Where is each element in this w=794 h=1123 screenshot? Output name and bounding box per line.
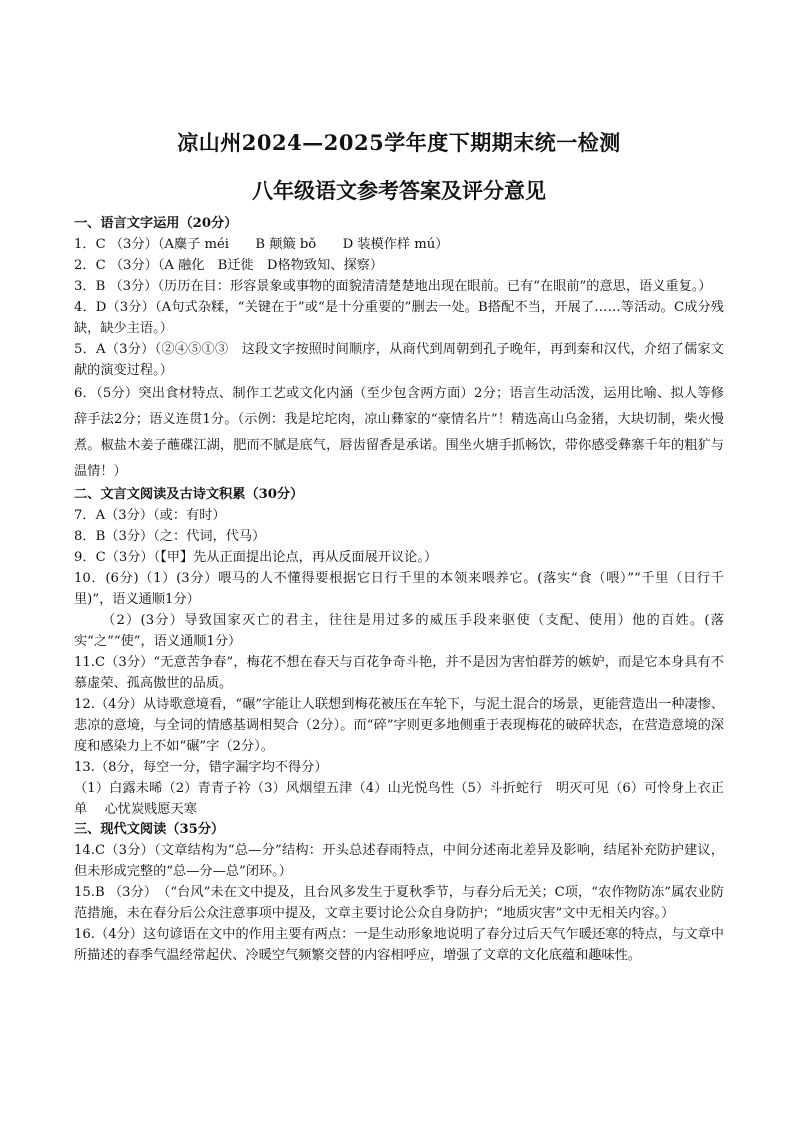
answer-q9: 9．C（3分）（【甲】先从正面提出论点，再从反面展开议论。） xyxy=(74,550,438,565)
answer-q13-scoring: 13.（8分，每空一分，错字漏字均不得分） xyxy=(74,760,328,775)
answer-q10-part1: 10．(6分)（1）(3分）喂马的人不懂得要根据它日行千里的本领来喂养它。(落实“食（喂）”“千里（日行千里)”，语义通顺1分） xyxy=(74,571,724,607)
answer-q12: 12.（4分）从诗歌意境看，“碾”字能让人联想到梅花被压在车轮下，与泥土混合的场景，更能营造出一种凄惨、悲凉的意境，与全词的情感基调相契合（2分）。而“碎”字则更多地侧重于表现梅花的破碎状态，在营造意境的深度和感染力上不如“碾”字（2分）。 xyxy=(74,697,724,754)
answer-q10-part2: （2）(3分）导致国家灭亡的君主，往往是用过多的威压手段来驱使（支配、使用）他的百姓。(落实“之”“使”，语义通顺1分） xyxy=(74,613,724,649)
answer-q1: 1．C （3分）（A麋子 méi B 颠簸 bǒ D 装模作样 mú） xyxy=(74,237,449,252)
section-heading-classical: 二、文言文阅读及古诗文积累（30分） xyxy=(74,487,304,502)
answer-q13-content: （1）白露未晞（2）青青子衿（3）风烟望五津（4）山光悦鸟性（5）斗折蛇行 明灭可见（6）可怜身上衣正单 心忧炭贱愿天寒 xyxy=(74,781,724,817)
answer-q11: 11.C（3分）“无意苦争春”，梅花不想在春天与百花争奇斗艳，并不是因为害怕群芳的嫉妒，而是它本身具有不慕虚荣、孤高傲世的品质。 xyxy=(74,655,724,691)
answer-q3: 3．B （3分）（历历在目：形容景象或事物的面貌清清楚楚地出现在眼前。已有“在眼前”的意思，语义重复。） xyxy=(74,279,712,294)
section-heading-language: 一、语言文字运用（20分） xyxy=(74,216,238,231)
document-title: 凉山州2024—2025学年度下期期末统一检测 xyxy=(177,130,621,155)
answer-q5: 5．A（3分）（②④⑤①③ 这段文字按照时间顺序，从商代到周朝到孔子晚年，再到秦和汉代，介绍了儒家文献的演变过程。） xyxy=(74,342,724,378)
answer-q16: 16.（4分）这句谚语在文中的作用主要有两点：一是生动形象地说明了春分过后天气乍暖还寒的特点，与文章中所描述的春季气温经常起伏、冷暖空气频繁交替的内容相呼应，增强了文章的文化底蕴和趣味性。 xyxy=(74,927,724,963)
answer-q7: 7．A（3分）（或：有时） xyxy=(74,508,226,523)
answer-q6: 6．（5分）突出食材特点、制作工艺或文化内涵（至少包含两方面）2分；语言生动活泼，运用比喻、拟人等修辞手法2分；语义连贯1分。（示例：我是坨坨肉，凉山彝家的“豪情名片”！精选高山乌金猪，大块切制，柴火慢煮。椒盐木姜子蘸碟江湖，肥而不腻是底气，唇齿留香是承诺。围坐火塘手抓畅饮，带你感受彝寨千年的粗犷与温情！） xyxy=(74,386,724,479)
section-heading-modern: 三、现代文阅读（35分） xyxy=(74,822,225,837)
answer-q8: 8．B（3分）（之：代词，代马） xyxy=(74,529,266,544)
answer-q14: 14.C（3分）（文章结构为“总—分”结构：开头总述春雨特点，中间分述南北差异及影响，结尾补充防护建议，但未形成完整的“总—分—总”闭环。） xyxy=(74,843,724,879)
answer-q2: 2．C （3分）（A 融化 B迁徙 D格物致知、探察） xyxy=(74,258,384,273)
document-subtitle: 八年级语文参考答案及评分意见 xyxy=(252,178,546,203)
answer-q15: 15.B （3分） （“台风”未在文中提及，且台风多发生于夏秋季节，与春分后无关；C项，“农作物防冻”属农业防范措施，未在春分后公众注意事项中提及，文章主要讨论公众自身防护；“地质灾害”文中无相关内容。） xyxy=(74,885,724,921)
answer-q4: 4．D（3分）（A句式杂糅，“关键在于”或“是十分重要的”删去一处。B搭配不当，开展了……等活动。C成分残缺，缺少主语。） xyxy=(74,300,724,336)
